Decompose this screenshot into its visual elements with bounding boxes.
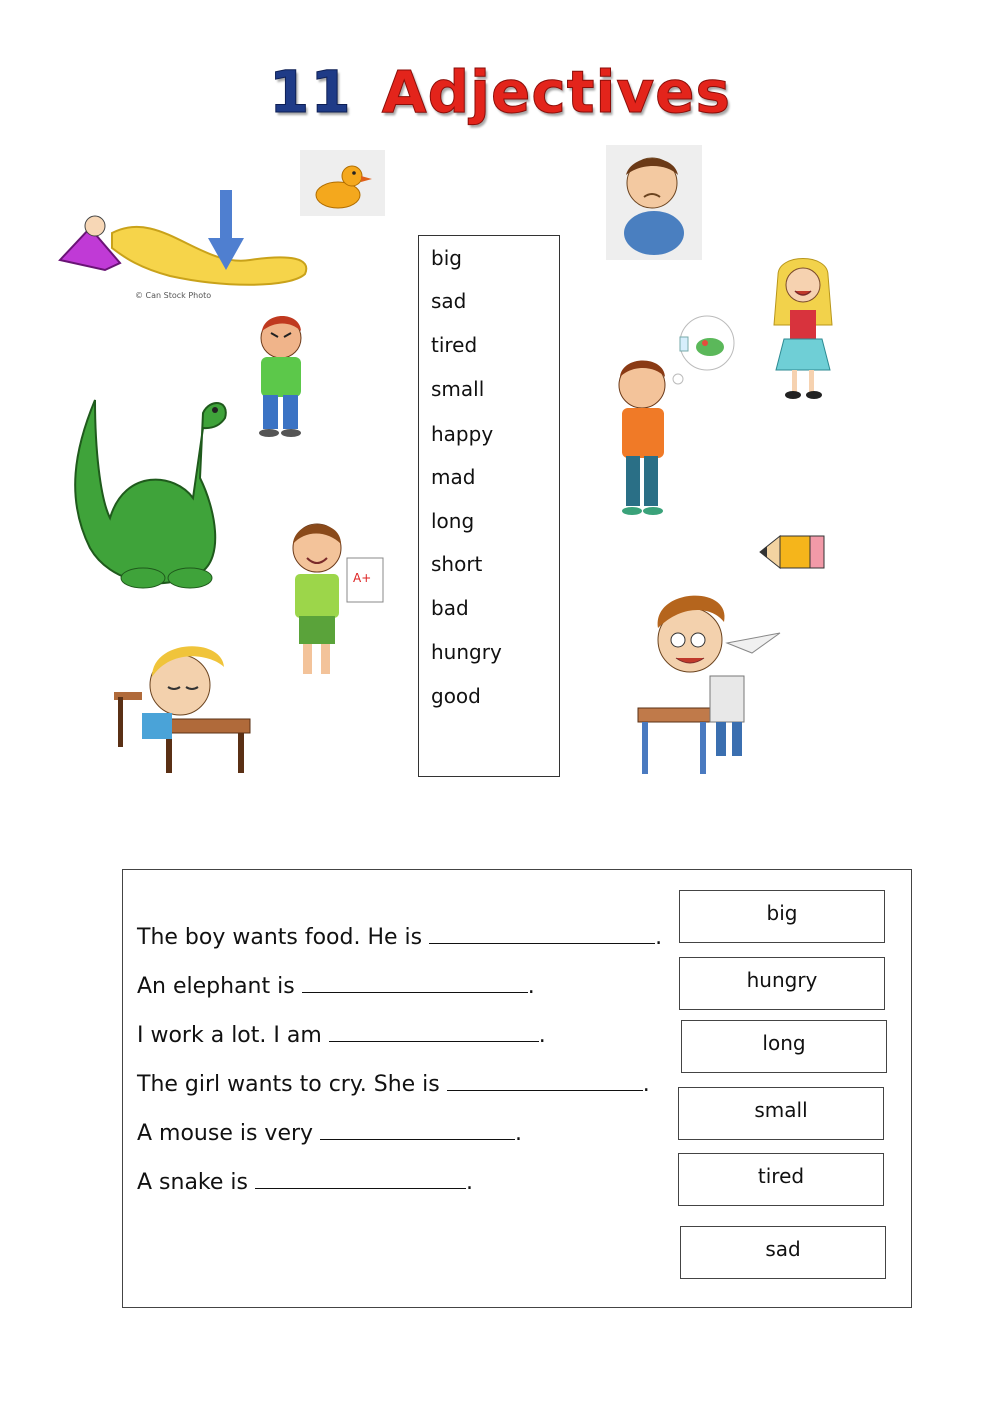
sentence-text: I work a lot. I am (137, 1023, 329, 1048)
sentence-end: . (642, 1072, 650, 1097)
sentence-end: . (538, 1023, 546, 1048)
sentence-end: . (655, 925, 663, 950)
mad-boy-icon (245, 313, 315, 441)
answer-chip[interactable]: hungry (679, 957, 885, 1010)
word-bank-item: small (431, 377, 485, 401)
sentence-row (137, 1071, 650, 1099)
word-bank-item: sad (431, 289, 467, 313)
good-student-icon (275, 518, 387, 686)
answer-chip[interactable]: big (679, 890, 885, 943)
word-bank-item: hungry (431, 640, 502, 664)
svg-text:A+: A+ (353, 571, 372, 585)
tired-student-icon (112, 637, 254, 777)
sentence-end: . (527, 974, 535, 999)
sentence-end: . (515, 1121, 523, 1146)
sentence-row (137, 924, 662, 952)
word-bank (418, 235, 560, 777)
word-bank-item: happy (431, 422, 494, 446)
dinosaur-icon (65, 388, 235, 600)
happy-girl-icon (768, 255, 838, 403)
sentence-text: An elephant is (137, 974, 302, 999)
sentence-row (137, 973, 535, 1001)
sad-boy-icon (606, 145, 702, 260)
word-bank-item: long (431, 509, 475, 533)
hungry-boy-icon (610, 315, 740, 520)
word-bank-item: tired (431, 333, 478, 357)
word-bank-item: mad (431, 465, 476, 489)
sentence-row (137, 1120, 522, 1148)
sentence-text: A snake is (137, 1170, 255, 1195)
answer-blank[interactable] (320, 1121, 515, 1140)
sentence-text: A mouse is very (137, 1121, 321, 1146)
bad-student-icon (632, 588, 782, 778)
duck-icon (300, 150, 385, 216)
answer-chip[interactable]: tired (678, 1153, 884, 1206)
short-pencil-icon (758, 530, 828, 575)
long-hair-princess-icon (50, 188, 315, 303)
word-bank-item: short (431, 552, 483, 576)
answer-blank[interactable] (255, 1170, 466, 1189)
answer-chip[interactable]: small (678, 1087, 884, 1140)
sentence-text: The boy wants food. He is (137, 925, 430, 950)
sentence-row (137, 1022, 546, 1050)
sentence-end: . (465, 1170, 473, 1195)
title-number: 11 (269, 58, 352, 126)
word-bank-item: good (431, 684, 481, 708)
sentence-text: The girl wants to cry. She is (137, 1072, 447, 1097)
answer-chip[interactable]: long (681, 1020, 887, 1073)
word-bank-item: big (431, 246, 462, 270)
page-title (0, 58, 1000, 126)
answer-blank[interactable] (447, 1072, 643, 1091)
exercise-box (122, 869, 912, 1308)
svg-text:© Can Stock Photo: © Can Stock Photo (135, 291, 212, 300)
title-word: Adjectives (381, 58, 731, 126)
answer-blank[interactable] (302, 974, 528, 993)
answer-blank[interactable] (429, 925, 655, 944)
word-bank-item: bad (431, 596, 469, 620)
answer-blank[interactable] (329, 1023, 539, 1042)
sentence-row (137, 1169, 473, 1197)
answer-chip[interactable]: sad (680, 1226, 886, 1279)
